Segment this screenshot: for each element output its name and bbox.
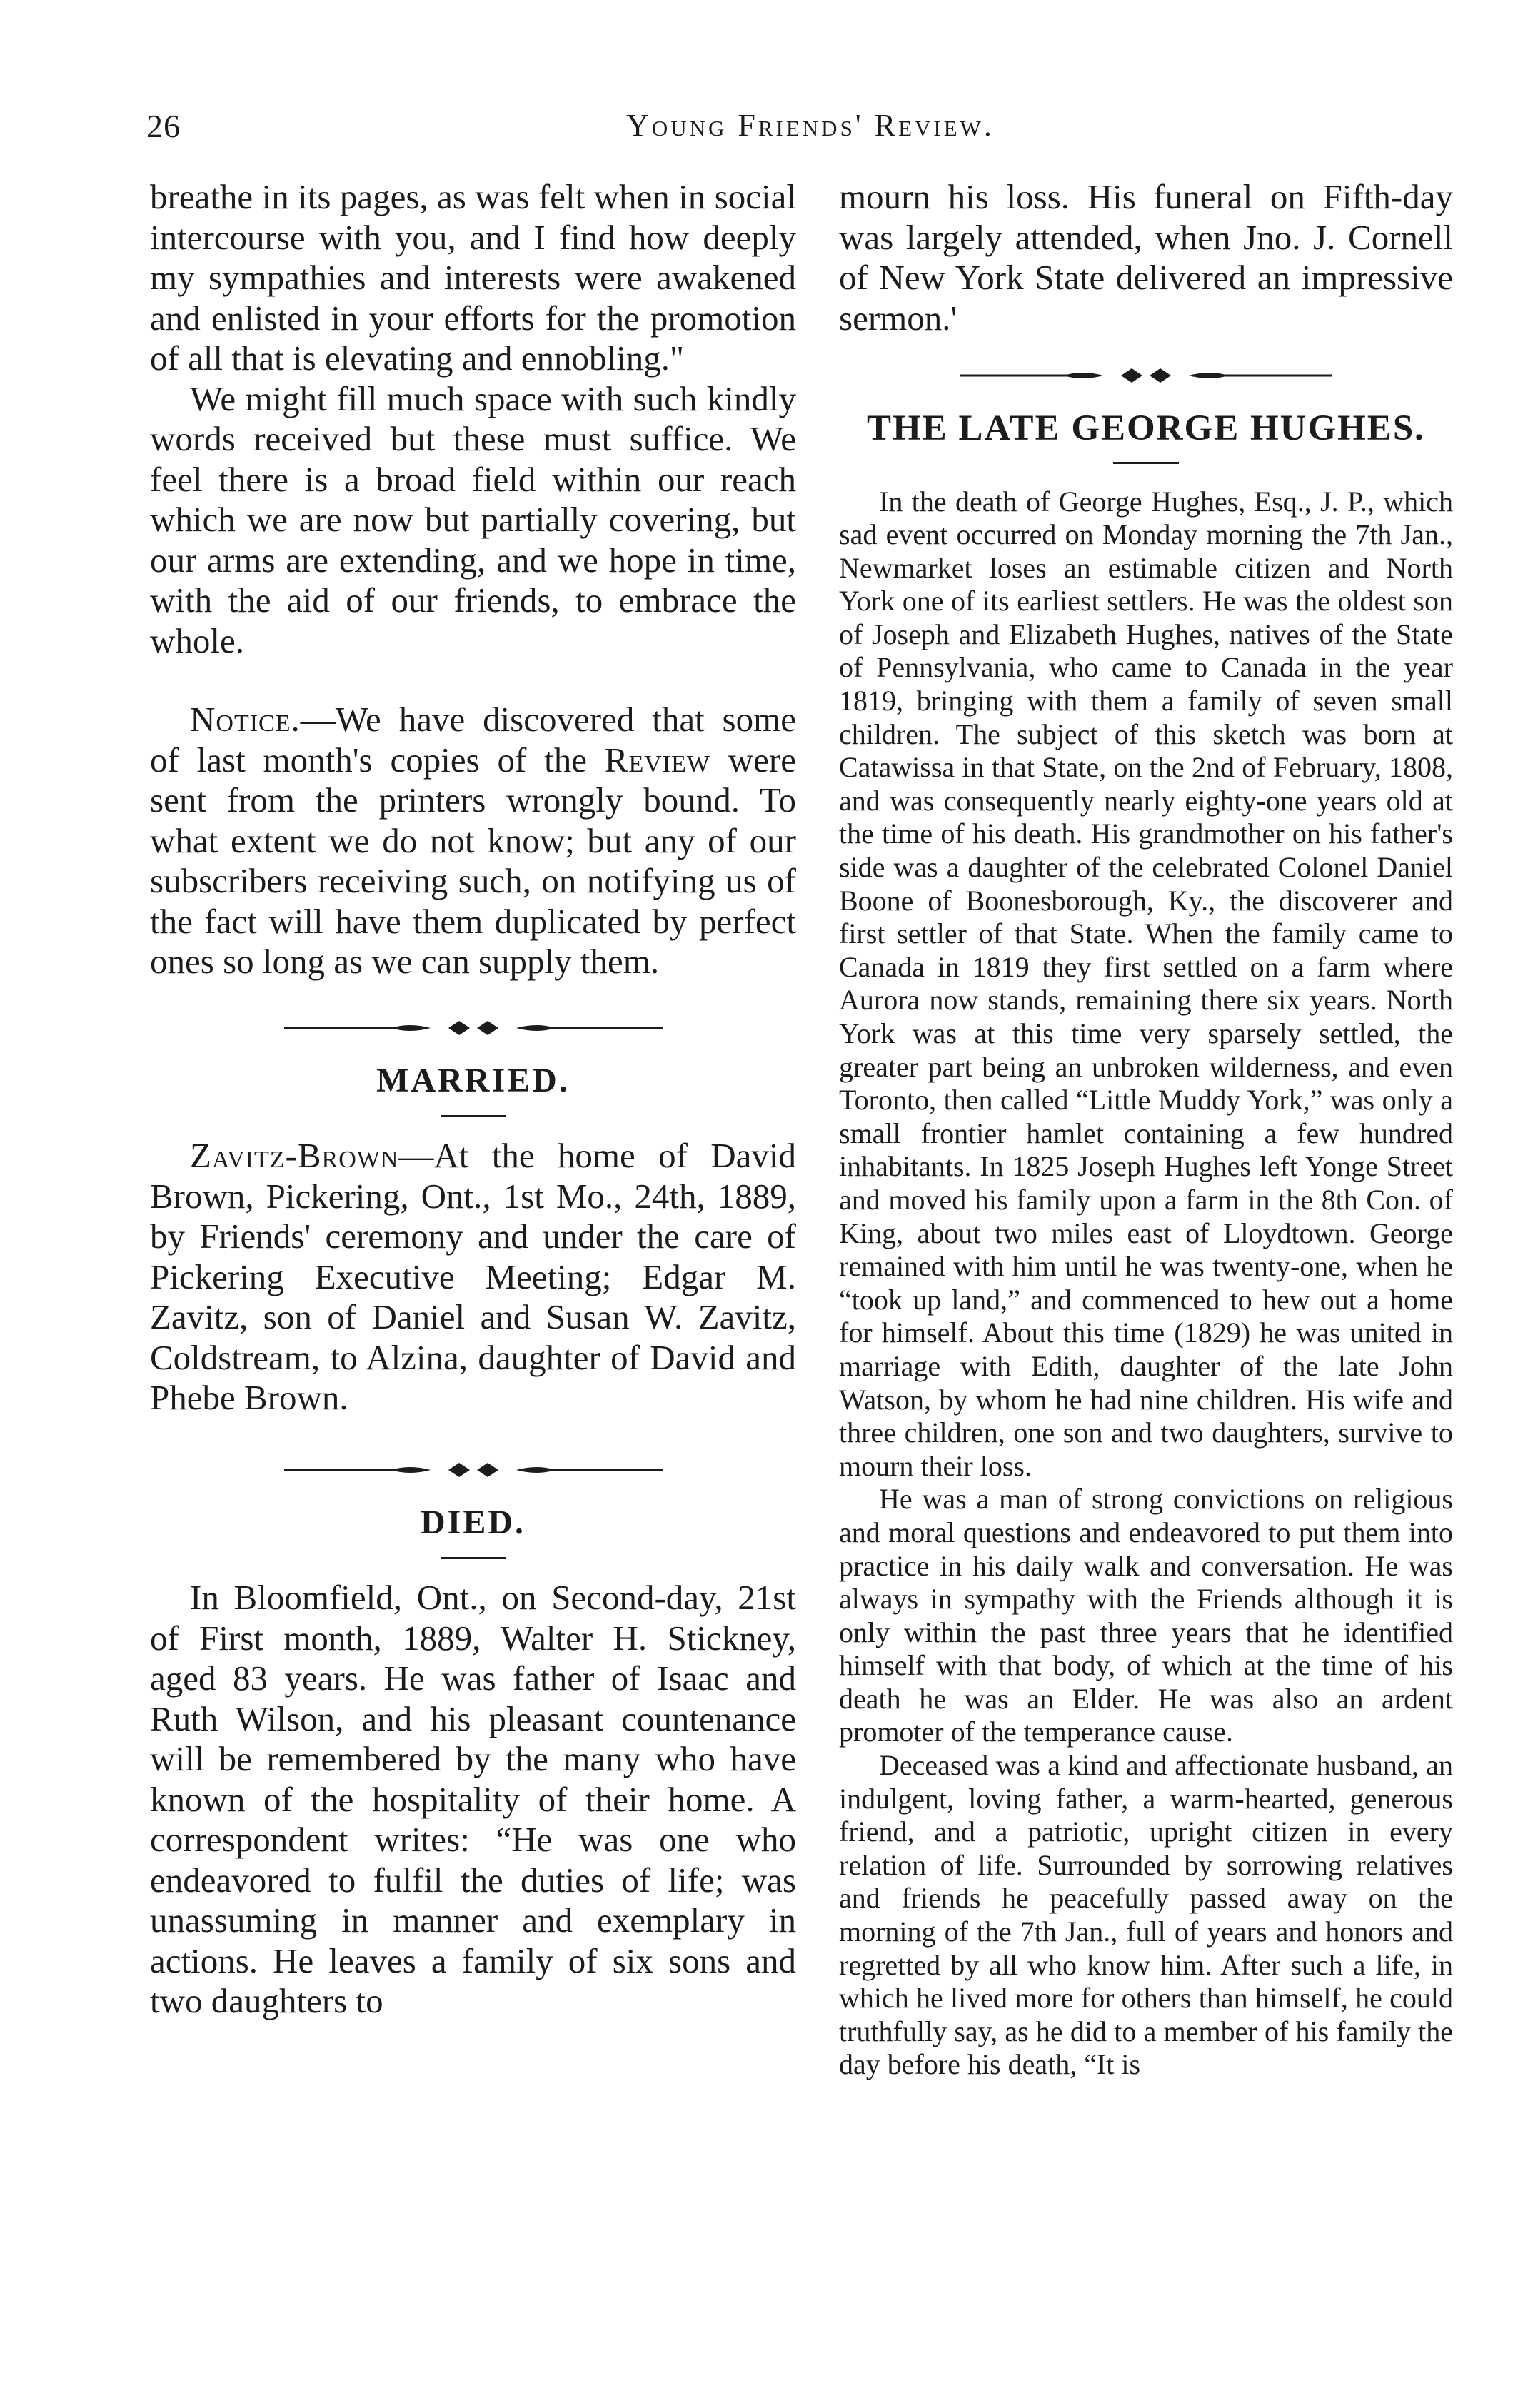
obituary-paragraph: Deceased was a kind and affectionate husband, an indulgent, loving father, a warm-hearted, generous friend, and a patriotic, upright citizen in every relation of life. Surrounded by sorrowing relatives and friends he peacefully passed away on the morning of the 7th Jan., full of years and honors and regretted by all who know him. After such a life, in which he lived more for others than himself, he could truthfully say, as he did to a member of his family the day before his death, “It is [839, 1749, 1453, 2081]
obituary-paragraph: He was a man of strong convictions on religious and moral questions and endeavored to put them into practice in his daily walk and conversation. He was always in sympathy with the Friends although it is only within the past three years that he identified himself with that body, of which at the time of his death he was an Elder. He was also an ardent promoter of the temperance cause. [839, 1483, 1453, 1748]
running-title: Young Friends' Review. [626, 108, 995, 143]
obituary-body [839, 485, 1453, 2082]
notice-paragraph [150, 700, 796, 982]
notice-body-a: —We have discovered that some of last month's copies of the [150, 700, 796, 780]
married-names: Zavitz-Brown [190, 1136, 399, 1175]
heading-rule [441, 1115, 506, 1117]
ornament-divider [960, 361, 1332, 390]
married-paragraph [150, 1136, 796, 1419]
left-column [150, 177, 796, 2022]
notice-label: Notice. [190, 700, 301, 739]
married-body: —At the home of David Brown, Pickering, Ont., 1st Mo., 24th, 1889, by Friends' ceremony and under the care of Pickering Executive Meeting; Edgar M. Zavitz, son of Daniel and Susan W. Zavitz, Coldstream, to Alzina, daughter of David and Phebe Brown. [150, 1136, 796, 1417]
space-paragraph: We might fill much space with such kindly words received but these must suffice. We feel there is a broad field within our reach which we are now but partially covering, but our arms are extending, and we hope in time, with the aid of our friends, to embrace the whole. [150, 378, 796, 660]
notice-body-b: were sent from the printers wrongly bound. To what extent we do not know; but any of our subscribers receiving such, on notifying us of the fact will have them duplicated by perfect ones so long as we can supply them. [150, 740, 796, 981]
page-header [146, 107, 1474, 157]
obituary-paragraph: In the death of George Hughes, Esq., J. P., which sad event occurred on Monday morning the 7th Jan., Newmarket loses an estimable citizen and North York one of its earliest settlers. He was the oldest son of Joseph and Elizabeth Hughes, natives of the State of Pennsylvania, who came to Canada in the year 1819, bringing with them a family of seven small children. The subject of this sketch was born at Catawissa in that State, on the 2nd of February, 1808, and was consequently nearly eighty-one years old at the time of his death. His grandmother on his father's side was a daughter of the celebrated Colonel Daniel Boone of Boonesborough, Ky., the discoverer and first settler of that State. When the family came to Canada in 1819 they first settled on a farm where Aurora now stands, remaining there six years. North York was at this time very sparsely settled, the greater part being an unbroken wilderness, and even Toronto, then called “Little Muddy York,” was only a small frontier hamlet containing a few hundred inhabitants. In 1825 Joseph Hughes left Yonge Street and moved his family upon a farm in the 8th Con. of King, about two miles east of Lloydtown. George remained with him until he was twenty-one, when he “took up land,” and commenced to hew out a home for himself. About this time (1829) he was united in marriage with Edith, daughter of the late John Watson, by whom he had nine children. His wife and three children, one son and two daughters, survive to mourn their loss. [839, 485, 1453, 1482]
died-heading: DIED. [420, 1503, 526, 1541]
died-paragraph: In Bloomfield, Ont., on Second-day, 21st of First month, 1889, Walter H. Stickney, aged 83 years. He was father of Isaac and Ruth Wilson, and his pleasant countenance will be remembered by the many who have known of the hospitality of their home. A correspondent writes: “He was one who endeavored to fulfil the duties of life; was unassuming in manner and exemplary in actions. He leaves a family of six sons and two daughters to [150, 1578, 796, 2020]
heading-rule [441, 1557, 506, 1559]
intro-paragraph: breathe in its pages, as was felt when in social intercourse with you, and I find how deeply my sympathies and interests were awakened and enlisted in your efforts for the promotion of all that is elevating and ennobling." [150, 177, 796, 378]
ornament-divider [284, 1014, 663, 1042]
heading-rule [1113, 462, 1179, 464]
right-column [839, 177, 1453, 2082]
page-number: 26 [146, 108, 181, 144]
ornament-divider [284, 1456, 663, 1484]
george-hughes-heading: THE LATE GEORGE HUGHES. [867, 408, 1425, 448]
continued-paragraph: mourn his loss. His funeral on Fifth-day was largely attended, when Jno. J. Cornell of New York State delivered an impressive sermon.' [839, 177, 1453, 338]
married-heading: MARRIED. [376, 1061, 570, 1099]
notice-review: Review [604, 740, 710, 780]
